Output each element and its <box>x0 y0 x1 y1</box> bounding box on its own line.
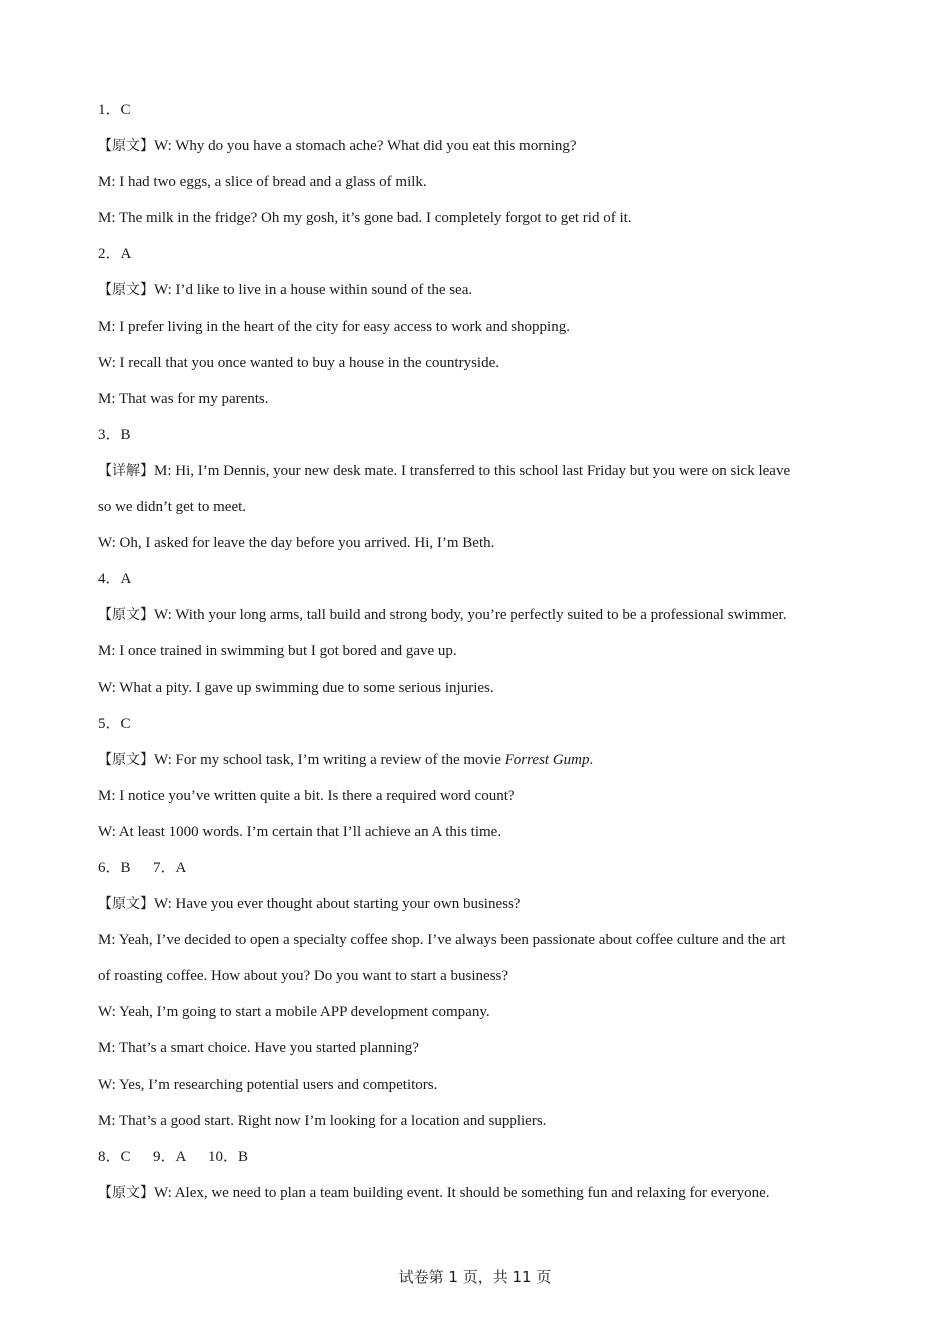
answer-text: 6．B 7．A <box>98 859 187 876</box>
answer-key-line <box>98 565 858 601</box>
transcript-heading-line <box>98 276 858 312</box>
section-tag: 【详解】 <box>98 462 154 479</box>
transcript-heading-line <box>98 890 858 926</box>
dialogue-text: W: What a pity. I gave up swimming due to some serious injuries. <box>98 679 494 696</box>
dialogue-text: M: I had two eggs, a slice of bread and a glass of milk. <box>98 174 427 191</box>
punctuation: . <box>589 751 594 768</box>
section-tag: 【原文】 <box>98 1184 154 1201</box>
dialogue-line <box>98 998 858 1034</box>
dialogue-text: of roasting coffee. How about you? Do you want to start a business? <box>98 968 509 985</box>
dialogue-text: W: Oh, I asked for leave the day before you arrived. Hi, I’m Beth. <box>98 535 495 552</box>
dialogue-line <box>98 926 858 962</box>
dialogue-text: so we didn’t get to meet. <box>98 499 247 516</box>
dialogue-line <box>98 782 858 818</box>
dialogue-text: W: At least 1000 words. I’m certain that I’ll achieve an A this time. <box>98 823 502 840</box>
dialogue-line <box>98 818 858 854</box>
dialogue-line <box>98 168 858 204</box>
section-tag: 【原文】 <box>98 896 154 913</box>
dialogue-text: M: That’s a good start. Right now I’m looking for a location and suppliers. <box>98 1112 547 1129</box>
dialogue-line <box>98 674 858 710</box>
dialogue-text: W: Alex, we need to plan a team building event. It should be something fun and relaxing for everyone. <box>154 1184 770 1201</box>
dialogue-line <box>98 1034 858 1070</box>
transcript-heading-line <box>98 746 858 782</box>
dialogue-line <box>98 385 858 421</box>
dialogue-text: W: I recall that you once wanted to buy a house in the countryside. <box>98 354 499 371</box>
answer-key-line <box>98 854 858 890</box>
answer-text: 5．C <box>98 715 131 732</box>
dialogue-text: W: For my school task, I’m writing a review of the movie <box>154 751 505 768</box>
answer-key-line <box>98 421 858 457</box>
answer-text: 1．C <box>98 102 131 118</box>
answer-text: 3．B <box>98 426 131 443</box>
dialogue-line <box>98 529 858 565</box>
answer-key-line <box>98 1143 858 1179</box>
section-tag: 【原文】 <box>98 607 154 624</box>
dialogue-text: M: Yeah, I’ve decided to open a specialty coffee shop. I’ve always been passionate about coffee culture and the art <box>98 932 786 949</box>
answer-text: 4．A <box>98 571 132 588</box>
answer-key-line <box>98 240 858 276</box>
document-body <box>98 96 858 1215</box>
dialogue-text: W: I’d like to live in a house within sound of the sea. <box>154 282 473 299</box>
dialogue-text: M: I notice you’ve written quite a bit. Is there a required word count? <box>98 787 515 804</box>
dialogue-line <box>98 1107 858 1143</box>
section-tag: 【原文】 <box>98 751 154 768</box>
dialogue-text: W: Why do you have a stomach ache? What did you eat this morning? <box>154 138 577 155</box>
dialogue-line <box>98 1071 858 1107</box>
dialogue-line <box>98 204 858 240</box>
answer-text: 2．A <box>98 246 132 263</box>
dialogue-text: W: Yes, I’m researching potential users and competitors. <box>98 1076 438 1093</box>
dialogue-line <box>98 349 858 385</box>
dialogue-line <box>98 313 858 349</box>
dialogue-line <box>98 493 858 529</box>
dialogue-text: M: Hi, I’m Dennis, your new desk mate. I transferred to this school last Friday but you were on sick leave <box>154 462 791 479</box>
dialogue-text: M: That was for my parents. <box>98 390 269 407</box>
answer-key-line <box>98 710 858 746</box>
transcript-heading-line <box>98 132 858 168</box>
answer-key-line <box>98 96 858 132</box>
dialogue-text: M: I prefer living in the heart of the city for easy access to work and shopping. <box>98 318 570 335</box>
dialogue-line <box>98 637 858 673</box>
section-tag: 【原文】 <box>98 138 154 155</box>
dialogue-line <box>98 962 858 998</box>
dialogue-text: M: I once trained in swimming but I got bored and gave up. <box>98 643 457 660</box>
dialogue-text: W: Yeah, I’m going to start a mobile APP development company. <box>98 1004 490 1021</box>
section-tag: 【原文】 <box>98 282 154 299</box>
dialogue-text: M: That’s a smart choice. Have you started planning? <box>98 1040 419 1057</box>
movie-title: Forrest Gump <box>504 751 590 768</box>
transcript-heading-line <box>98 457 858 493</box>
dialogue-text: W: With your long arms, tall build and strong body, you’re perfectly suited to be a professional swimmer. <box>154 607 787 624</box>
dialogue-text: M: The milk in the fridge? Oh my gosh, it’s gone bad. I completely forgot to get rid of it. <box>98 210 632 227</box>
dialogue-text: W: Have you ever thought about starting your own business? <box>154 896 521 913</box>
answer-text: 8．C 9．A 10．B <box>98 1148 249 1165</box>
transcript-heading-line <box>98 601 858 637</box>
page-footer: 试卷第 1 页，共 11 页 <box>398 1268 552 1286</box>
transcript-heading-line <box>98 1179 858 1215</box>
